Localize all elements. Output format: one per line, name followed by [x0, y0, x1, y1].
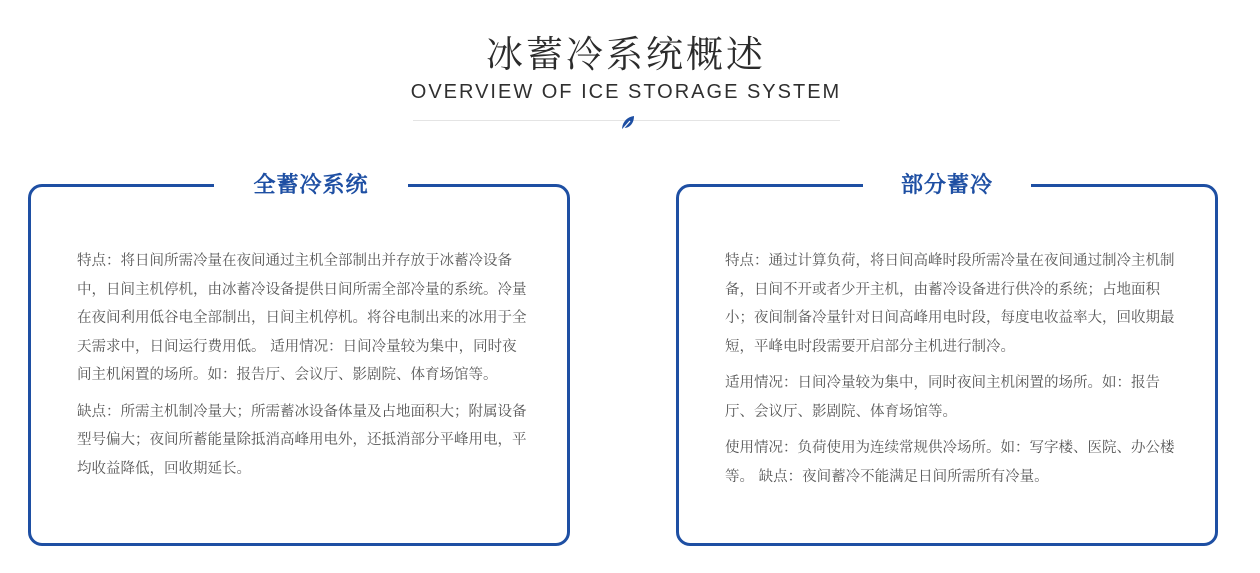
card-paragraph: 使用情况：负荷使用为连续常规供冷场所。如：写字楼、医院、办公楼等。 缺点：夜间蓄冷不能满足日间所需所有冷量。	[725, 440, 1175, 485]
card-paragraph: 特点：将日间所需冷量在夜间通过主机全部制出并存放于冰蓄冷设备中，日间主机停机，由冰蓄冷设备提供日间所需全部冷量的系统。冷量在夜间利用低谷电全部制出，日间主机停机。将谷电制出来的冰用于全天需求中，日间运行费用低。 适用情况：日间冷量较为集中，同时夜间主机闲置的场所。如：报告厅、会议厅、影剧院、体育场馆等。	[77, 253, 527, 383]
card-title: 部分蓄冷	[863, 168, 1031, 204]
card-full-storage	[28, 173, 570, 546]
section-header	[0, 0, 1260, 140]
leaf-icon	[619, 114, 637, 132]
card-title: 全蓄冷系统	[214, 168, 408, 204]
page-subtitle: OVERVIEW OF ICE STORAGE SYSTEM	[410, 81, 842, 103]
card-paragraph: 缺点：所需主机制冷量大；所需蓄冰设备体量及占地面积大；附属设备型号偏大；夜间所蓄能量除抵消高峰用电外，还抵消部分平峰用电，平均收益降低，回收期延长。	[77, 403, 527, 477]
page-title: 冰蓄冷系统概述	[486, 33, 766, 76]
card-body	[725, 247, 1177, 499]
card-paragraph: 适用情况：日间冷量较为集中，同时夜间主机闲置的场所。如：报告厅、会议厅、影剧院、体育场馆等。	[725, 375, 1160, 420]
card-paragraph: 特点：通过计算负荷，将日间高峰时段所需冷量在夜间通过制冷主机制备，日间不开或者少开主机，由蓄冷设备进行供冷的系统；占地面积小；夜间制备冷量针对日间高峰用电时段，每度电收益率大，回收期最短，平峰电时段需要开启部分主机进行制冷。	[725, 253, 1175, 355]
card-body	[77, 247, 529, 491]
card-partial-storage	[676, 173, 1218, 546]
